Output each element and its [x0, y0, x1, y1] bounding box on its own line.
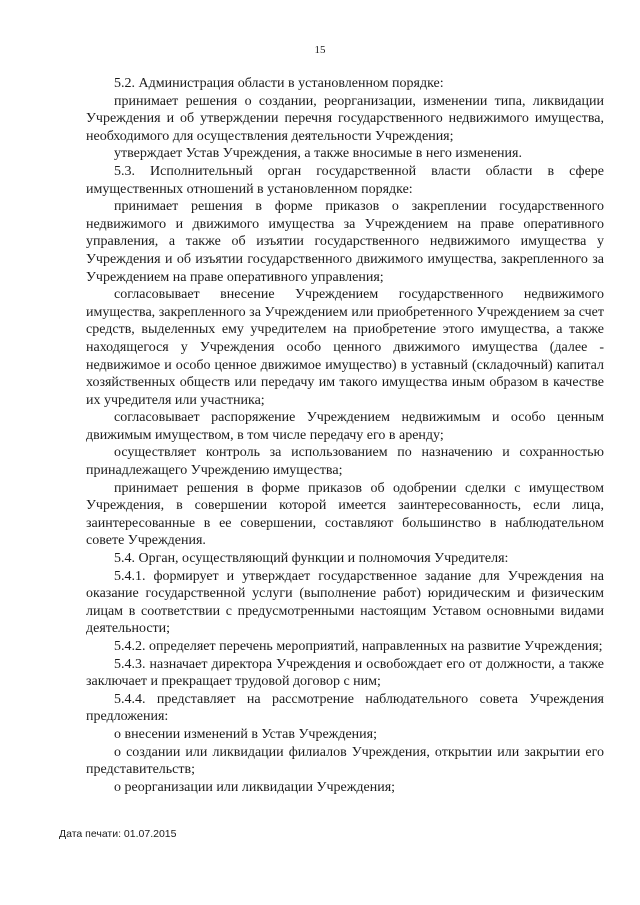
paragraph: принимает решения в форме приказов об одобрении сделки с имуществом Учреждения, в совершении которой имеется заинтересованность, если лица, заинтересованные в ее совершении, составляют большинство в наблюдательном совете Учреждения. [86, 480, 604, 549]
paragraph: 5.4.2. определяет перечень мероприятий, направленных на развитие Учреждения; [114, 639, 603, 654]
paragraph: согласовывает распоряжение Учреждением недвижимым и особо ценным движимым имуществом, в том числе передачу его в аренду; [86, 410, 604, 443]
page-number: 15 [314, 44, 326, 56]
paragraph: 5.3. Исполнительный орган государственной власти области в сфере имущественных отношений в установленном порядке: [86, 163, 604, 197]
paragraph: 5.4.3. назначает директора Учреждения и освобождает его от должности, а также заключает и прекращает трудовой договор с ним; [86, 656, 604, 690]
print-date-footer: Дата печати: 01.07.2015 [59, 828, 177, 840]
paragraph: о создании или ликвидации филиалов Учреждения, открытии или закрытии его представительств; [86, 744, 604, 778]
paragraph: осуществляет контроль за использованием по назначению и сохранностью принадлежащего Учреждению имущества; [86, 445, 604, 479]
paragraph: принимает решения о создании, реорганизации, изменении типа, ликвидации Учреждения и об утверждении перечня государственного недвижимого имущества, необходимого для осуществления деятельности Учреждения; [86, 93, 604, 144]
paragraph: 5.4.1. формирует и утверждает государственное задание для Учреждения на оказание государственной услуги (выполнение работ) юридическим и физическим лицам в соответствии с предусмотренными настоящим Уставом основными видами деятельности; [86, 568, 604, 637]
paragraph: согласовывает внесение Учреждением государственного недвижимого имущества, закрепленного за Учреждением или приобретенного Учреждением за счет средств, выделенных ему учредителем на приобретение этого имущества, а также находящегося у Учреждения особо ценного движимого имущества (далее - недвижимое и особо ценное движимое имущество) в уставный (складочный) капитал хозяйственных обществ или передачу им такого имущества иным образом в качестве их учредителя или участника; [86, 287, 604, 408]
paragraph: о внесении изменений в Устав Учреждения; [114, 726, 377, 742]
paragraph: утверждает Устав Учреждения, а также вносимые в него изменения. [114, 146, 522, 162]
paragraph: о реорганизации или ликвидации Учреждения; [114, 779, 396, 795]
paragraph: 5.4. Орган, осуществляющий функции и полномочия Учредителя: [114, 551, 509, 567]
paragraph: 5.2. Администрация области в установленном порядке: [114, 76, 444, 91]
document-body [86, 75, 604, 796]
paragraph: принимает решения в форме приказов о закреплении государственного недвижимого и движимого имущества за Учреждением на праве оперативного управления, а также об изъятии государственного недвижимого имущества у Учреждения и об изъятии государственного движимого имущества, закрепленного за Учреждением на праве оперативного управления; [86, 199, 604, 285]
paragraph: 5.4.4. представляет на рассмотрение наблюдательного совета Учреждения предложения: [86, 691, 604, 725]
